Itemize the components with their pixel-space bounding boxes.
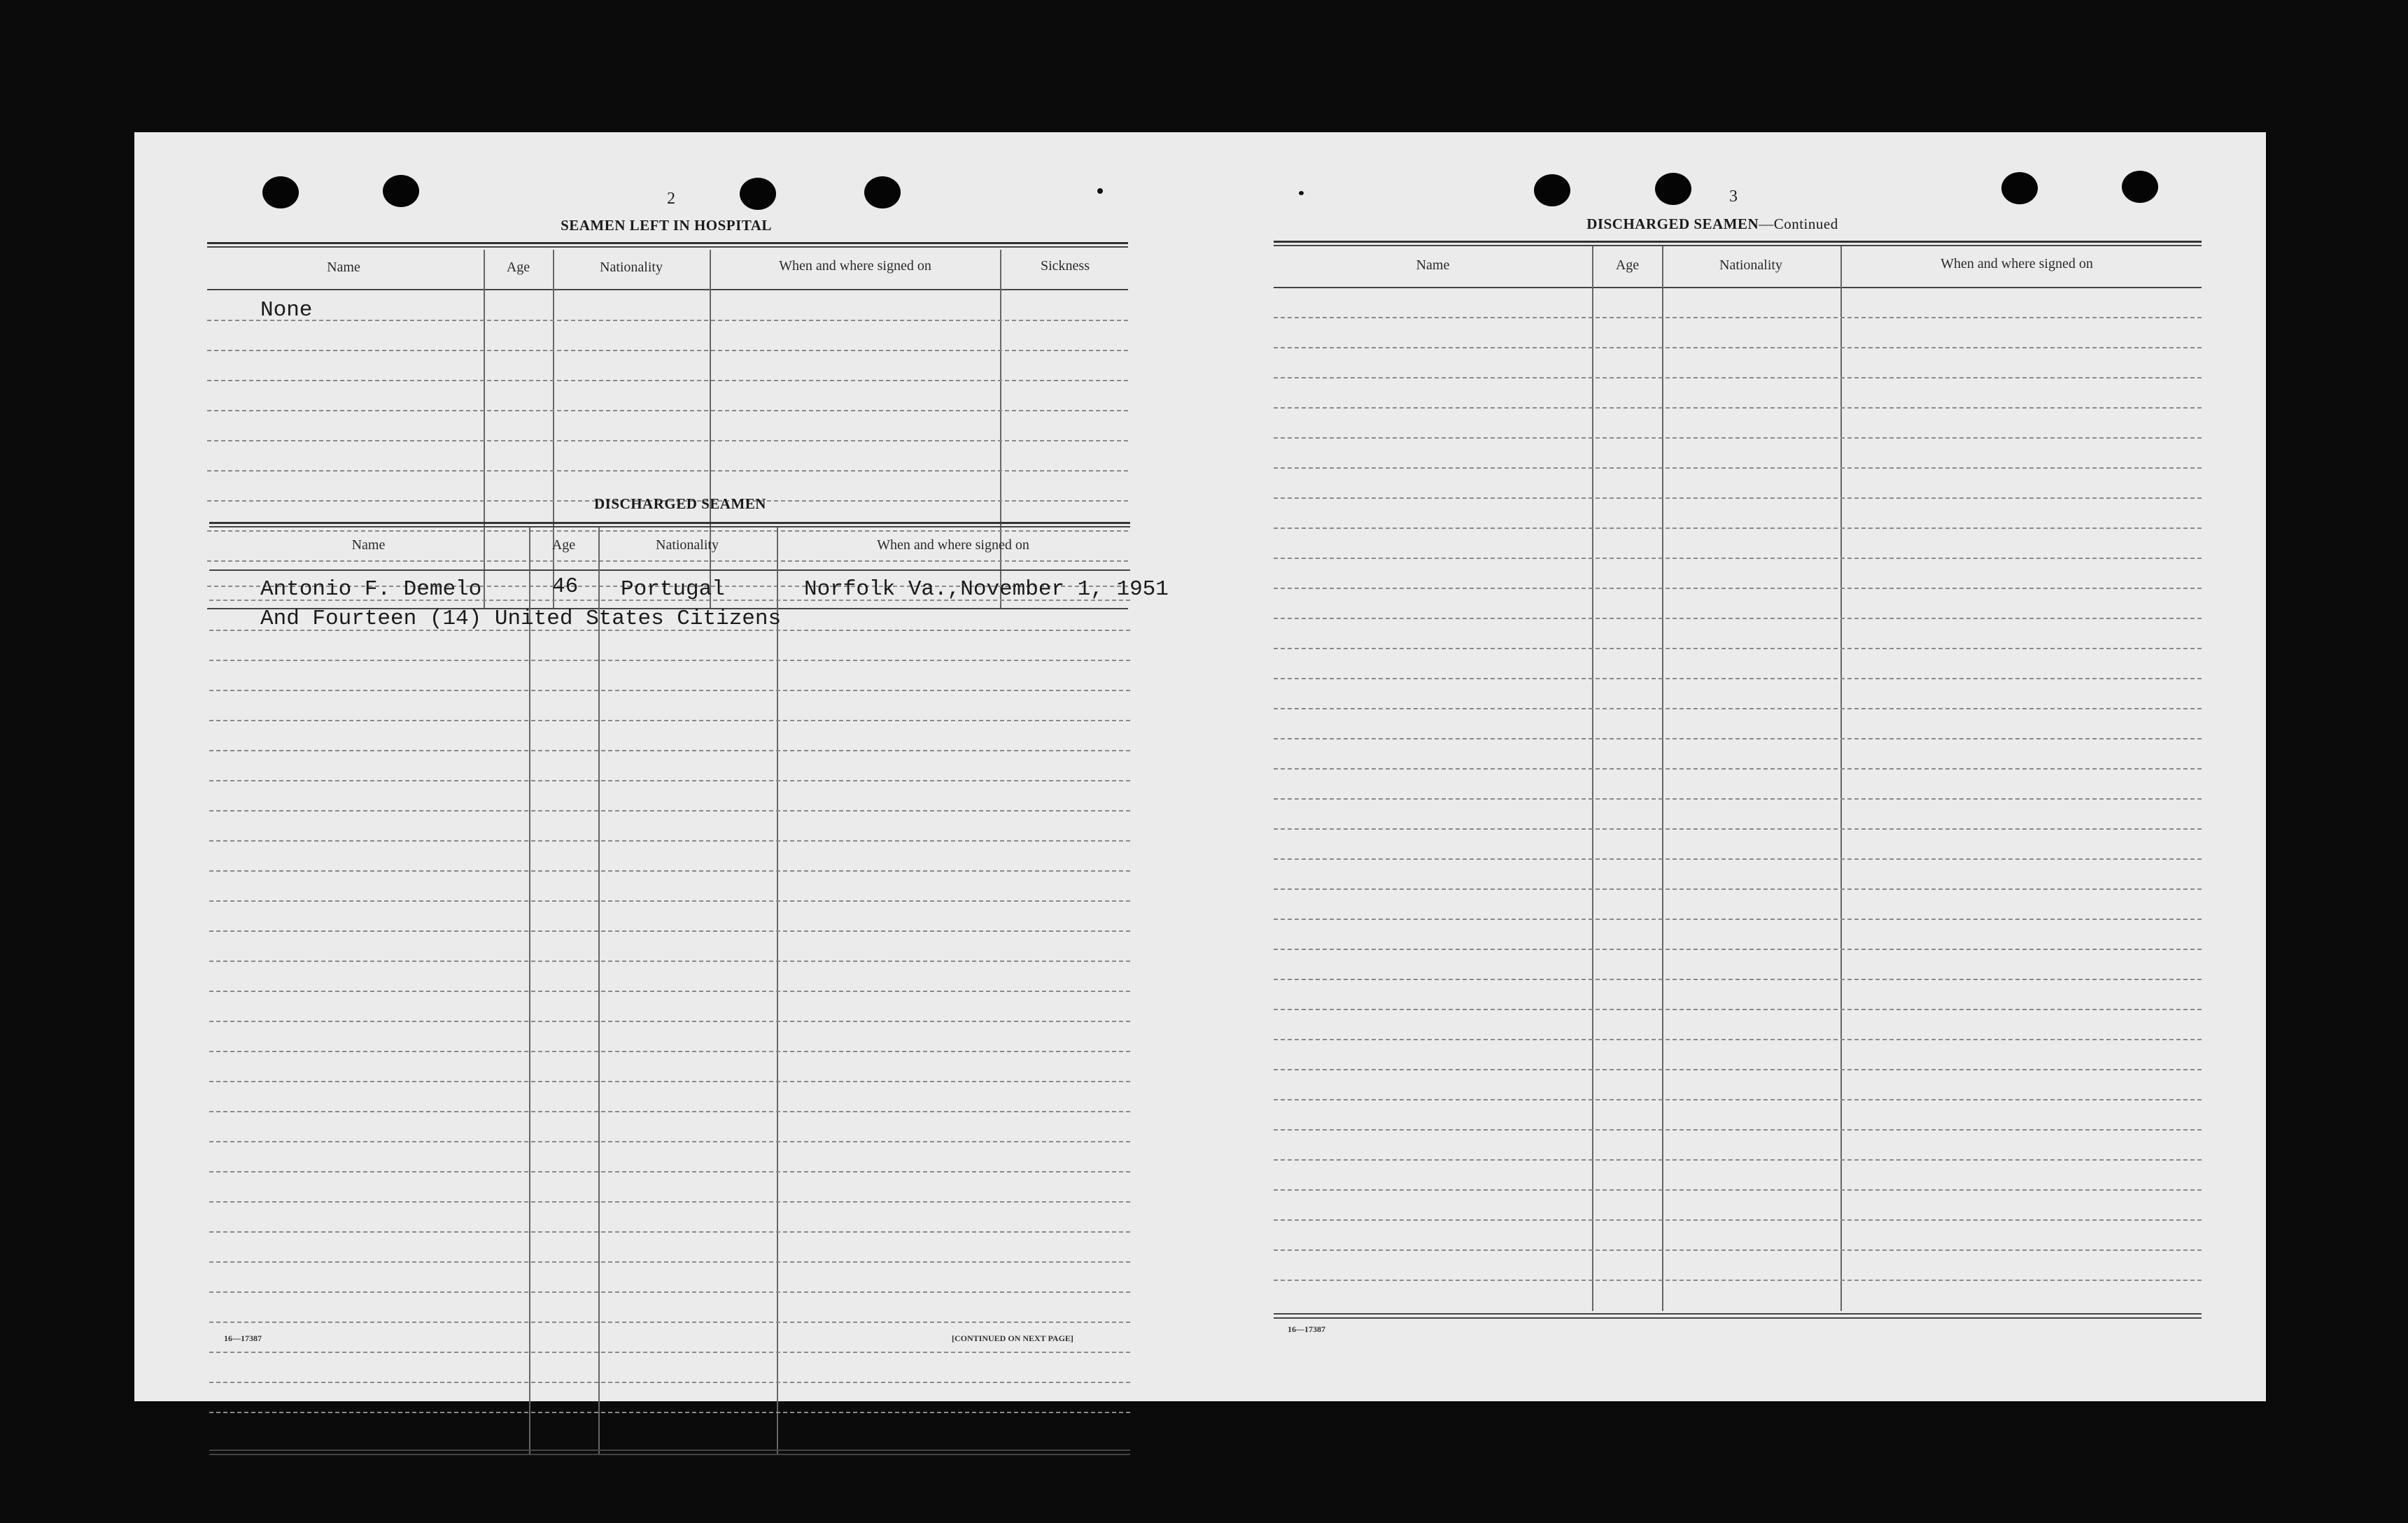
continued-row-line	[1274, 1219, 2202, 1221]
hospital-row-line	[207, 440, 1128, 441]
continued-suffix: —Continued	[1759, 215, 1838, 232]
continued-row-line	[1274, 1009, 2202, 1010]
punch-hole	[262, 176, 299, 208]
discharged-row-line	[209, 1352, 1130, 1353]
continued-row-line	[1274, 1159, 2202, 1161]
continued-row-line	[1274, 1249, 2202, 1251]
hospital-row-line	[207, 560, 1128, 562]
punch-hole	[2122, 171, 2158, 203]
discharged-header-rule	[209, 569, 1130, 571]
continued-row-line	[1274, 888, 2202, 890]
continued-col-divider	[1662, 246, 1663, 1311]
discharged-row-line	[209, 961, 1130, 962]
hospital-col-divider	[1000, 250, 1001, 608]
punch-hole	[740, 178, 776, 210]
hospital-row-line	[207, 380, 1128, 381]
discharged-row-line	[209, 780, 1130, 781]
hospital-row-line	[207, 410, 1128, 411]
discharged-row1-name: Antonio F. Demelo	[260, 577, 482, 602]
discharged-header-age: Age	[551, 537, 576, 553]
continued-row-line	[1274, 1129, 2202, 1131]
discharged-section-title: DISCHARGED SEAMEN	[594, 495, 766, 512]
continued-row-line	[1274, 467, 2202, 469]
continued-row-line	[1274, 678, 2202, 679]
discharged-row-line	[209, 660, 1130, 661]
speck	[1097, 188, 1103, 194]
discharged-row2-text: And Fourteen (14) United States Citizens	[260, 607, 782, 631]
discharged-continued-title	[1537, 215, 1887, 233]
continued-header-name: Name	[1416, 257, 1450, 273]
discharged-row1-age: 46	[552, 574, 579, 599]
hospital-header-nationality: Nationality	[600, 260, 663, 275]
continued-row-line	[1274, 798, 2202, 800]
continued-header-age: Age	[1615, 257, 1640, 273]
discharged-row-line	[209, 1081, 1130, 1082]
continued-row-line	[1274, 1039, 2202, 1040]
discharged-bottom-rule	[209, 1450, 1130, 1451]
punch-hole	[1534, 174, 1570, 206]
hospital-col-divider	[553, 250, 554, 608]
continued-row-line	[1274, 648, 2202, 649]
hospital-entry-none: None	[260, 298, 313, 323]
hospital-row-line	[207, 470, 1128, 472]
discharged-row1-signed-on: Norfolk Va.,November 1, 1951	[804, 577, 1169, 602]
discharged-row-line	[209, 720, 1130, 721]
discharged-row-line	[209, 991, 1130, 992]
continued-bottom-rule	[1274, 1313, 2202, 1315]
hospital-header-signed-on: When and where signed on	[779, 258, 931, 274]
continued-row-line	[1274, 347, 2202, 348]
continued-row-line	[1274, 407, 2202, 409]
continued-row-line	[1274, 768, 2202, 770]
discharged-row-line	[209, 870, 1130, 872]
discharged-row-line	[209, 750, 1130, 751]
hospital-header-sickness: Sickness	[1041, 258, 1090, 274]
hospital-top-rule	[207, 242, 1128, 244]
continued-row-line	[1274, 377, 2202, 378]
hospital-header-name: Name	[327, 260, 360, 275]
continued-row-line	[1274, 858, 2202, 860]
continued-top-rule	[1274, 241, 2202, 243]
continued-row-line	[1274, 1280, 2202, 1281]
continued-row-line	[1274, 588, 2202, 589]
hospital-section-title: SEAMEN LEFT IN HOSPITAL	[561, 217, 772, 234]
discharged-row-line	[209, 810, 1130, 812]
continued-row-line	[1274, 437, 2202, 439]
continued-col-divider	[1840, 246, 1842, 1311]
continued-header-rule	[1274, 287, 2202, 288]
punch-hole	[1655, 173, 1691, 205]
hospital-row-line	[207, 530, 1128, 532]
continued-note: [CONTINUED ON NEXT PAGE]	[952, 1333, 1073, 1343]
hospital-header-rule	[207, 289, 1128, 290]
punch-hole	[383, 175, 419, 207]
continued-row-line	[1274, 979, 2202, 980]
continued-row-line	[1274, 828, 2202, 830]
continued-col-divider	[1592, 246, 1593, 1311]
discharged-row-line	[209, 1051, 1130, 1052]
hospital-row-line	[207, 350, 1128, 351]
speck	[1299, 191, 1304, 195]
discharged-header-signed-on: When and where signed on	[877, 537, 1029, 553]
document-sheet	[134, 132, 2266, 1401]
punch-hole	[2001, 172, 2038, 204]
continued-row-line	[1274, 738, 2202, 739]
continued-row-line	[1274, 558, 2202, 559]
discharged-row-line	[209, 1141, 1130, 1142]
discharged-row-line	[209, 1021, 1130, 1022]
continued-row-line	[1274, 618, 2202, 619]
continued-row-line	[1274, 1069, 2202, 1070]
continued-header-nationality: Nationality	[1719, 257, 1782, 273]
hospital-col-divider	[484, 250, 485, 608]
discharged-row-line	[209, 1261, 1130, 1263]
discharged-header-nationality: Nationality	[656, 537, 719, 553]
form-number: 16—17387	[1288, 1324, 1325, 1334]
punch-hole	[864, 176, 901, 208]
discharged-bottom-rule-2	[209, 1454, 1130, 1455]
continued-row-line	[1274, 919, 2202, 920]
hospital-row-line	[207, 320, 1128, 321]
discharged-row-line	[209, 900, 1130, 902]
hospital-top-rule-2	[207, 246, 1128, 248]
discharged-row-line	[209, 1382, 1130, 1383]
discharged-row-line	[209, 1171, 1130, 1173]
discharged-row-line	[209, 1201, 1130, 1203]
discharged-row-line	[209, 1291, 1130, 1293]
continued-row-line	[1274, 497, 2202, 499]
continued-row-line	[1274, 708, 2202, 709]
discharged-top-rule	[209, 522, 1130, 524]
continued-header-signed-on: When and where signed on	[1941, 256, 2093, 271]
continued-row-line	[1274, 949, 2202, 950]
discharged-top-rule-2	[209, 526, 1130, 527]
discharged-row1-nationality: Portugal	[621, 577, 725, 602]
hospital-header-age: Age	[506, 260, 530, 275]
continued-top-rule-2	[1274, 245, 2202, 246]
continued-bottom-rule-2	[1274, 1317, 2202, 1319]
continued-row-line	[1274, 1099, 2202, 1100]
page-number: 2	[667, 190, 675, 208]
discharged-row-line	[209, 1322, 1130, 1323]
form-number: 16—17387	[224, 1333, 262, 1343]
continued-row-line	[1274, 527, 2202, 529]
discharged-row-line	[209, 690, 1130, 691]
page-number: 3	[1729, 187, 1738, 206]
hospital-col-divider	[710, 250, 711, 608]
discharged-row-line	[209, 1231, 1130, 1233]
continued-row-line	[1274, 1189, 2202, 1191]
continued-row-line	[1274, 317, 2202, 318]
discharged-row-line	[209, 930, 1130, 932]
discharged-row-line	[209, 1412, 1130, 1413]
discharged-continued-title-main: DISCHARGED SEAMEN	[1586, 215, 1759, 232]
discharged-header-name: Name	[351, 537, 386, 553]
discharged-row-line	[209, 840, 1130, 842]
discharged-row-line	[209, 1111, 1130, 1112]
